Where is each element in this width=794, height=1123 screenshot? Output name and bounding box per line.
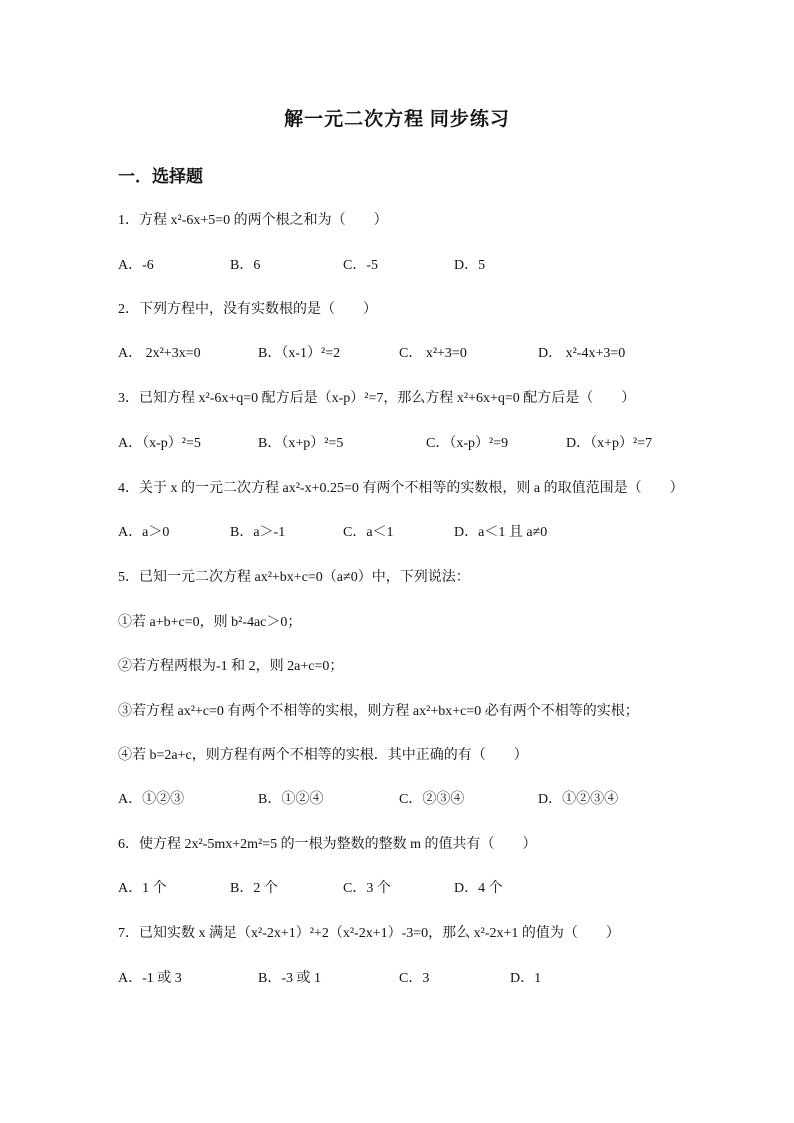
question-5-statement-3: ③若方程 ax²+c=0 有两个不相等的实根，则方程 ax²+bx+c=0 必有两个不相等的实根；	[118, 704, 639, 719]
question-6-stem: 6．使方程 2x²-5mx+2m²=5 的一根为整数的整数 m 的值共有（ ）	[118, 837, 537, 852]
question-4-options	[118, 523, 718, 543]
question-2-stem: 2．下列方程中，没有实数根的是（ ）	[118, 302, 377, 317]
option-b: B．（x+p）²=5	[258, 436, 344, 451]
option-b: B．6	[230, 258, 261, 273]
option-d: D．5	[454, 258, 486, 273]
option-d: D．（x+p）²=7	[566, 436, 653, 451]
option-a: A．（x-p）²=5	[118, 436, 201, 451]
question-7-options	[118, 969, 718, 989]
option-a: A．a＞0	[118, 525, 170, 540]
option-d: D．a＜1 且 a≠0	[454, 525, 548, 540]
option-a: A．-6	[118, 258, 154, 273]
option-d: D．①②③④	[538, 792, 619, 807]
page-title: 解一元二次方程 同步练习	[284, 109, 510, 130]
option-c: C．3	[399, 971, 430, 986]
question-6-options	[118, 879, 718, 899]
option-c: C． x²+3=0	[399, 346, 467, 361]
option-c: C．-5	[343, 258, 378, 273]
option-c: C．3 个	[343, 881, 391, 896]
question-5-stem: 5．已知一元二次方程 ax²+bx+c=0（a≠0）中，下列说法：	[118, 570, 470, 585]
option-a: A．-1 或 3	[118, 971, 182, 986]
option-c: C．a＜1	[343, 525, 394, 540]
question-1-options	[118, 256, 718, 276]
option-a: A．①②③	[118, 792, 185, 807]
question-2-options	[118, 344, 718, 364]
option-a: A．1 个	[118, 881, 167, 896]
option-b: B．-3 或 1	[258, 971, 321, 986]
option-b: B．a＞-1	[230, 525, 286, 540]
question-7-stem: 7．已知实数 x 满足（x²-2x+1）²+2（x²-2x+1）-3=0，那么 x²-2x+1 的值为（ ）	[118, 926, 620, 941]
option-b: B．2 个	[230, 881, 278, 896]
question-1-stem: 1．方程 x²-6x+5=0 的两个根之和为（ ）	[118, 213, 388, 228]
option-b: B．（x-1）²=2	[258, 346, 341, 361]
question-4-stem: 4．关于 x 的一元二次方程 ax²-x+0.25=0 有两个不相等的实数根，则 a 的取值范围是（ ）	[118, 481, 684, 496]
option-d: D． x²-4x+3=0	[538, 346, 626, 361]
option-a: A． 2x²+3x=0	[118, 346, 201, 361]
option-c: C．②③④	[399, 792, 465, 807]
option-b: B．①②④	[258, 792, 324, 807]
question-5-statement-4: ④若 b=2a+c，则方程有两个不相等的实根．其中正确的有（ ）	[118, 748, 528, 763]
question-3-stem: 3．已知方程 x²-6x+q=0 配方后是（x-p）²=7，那么方程 x²+6x+q=0 配方后是（ ）	[118, 391, 636, 406]
option-d: D．4 个	[454, 881, 503, 896]
question-5-statement-2: ②若方程两根为-1 和 2，则 2a+c=0；	[118, 659, 344, 674]
question-5-statement-1: ①若 a+b+c=0，则 b²-4ac＞0；	[118, 615, 302, 630]
question-5-options	[118, 790, 718, 810]
question-3-options	[118, 434, 718, 454]
section-heading: 一．选择题	[118, 167, 203, 186]
option-d: D．1	[510, 971, 542, 986]
option-c: C．（x-p）²=9	[426, 436, 509, 451]
